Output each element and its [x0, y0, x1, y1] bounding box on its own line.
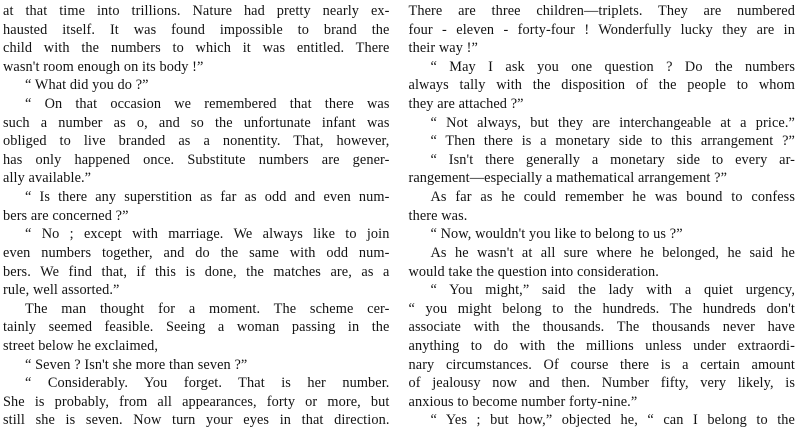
- right-page-column: [409, 2, 796, 431]
- text-line: of jealousy now and then. Number fifty, very likely, is: [408, 375, 795, 392]
- text-line: “ Yes ; but how,” objected he, “ can I belong to the: [430, 412, 795, 429]
- text-line: has only happened once. Substitute numbers are gener-: [3, 151, 390, 168]
- text-line: wasn't room enough on its body !”: [3, 58, 204, 75]
- left-page-column: [3, 2, 390, 431]
- text-line: “ Seven ? Isn't she more than seven ?”: [25, 356, 248, 373]
- text-line: their way !”: [408, 40, 478, 57]
- text-line: associate with the thousands. The thousands never have: [408, 319, 795, 336]
- text-line: “ Not always, but they are interchangeable at a price.”: [430, 114, 795, 131]
- text-line: always tally with the disposition of the people to whom: [408, 77, 795, 94]
- text-line: “ On that occasion we remembered that there was: [25, 96, 390, 113]
- text-line: “ Is there any superstition as far as odd and even num-: [25, 189, 390, 206]
- text-line: anything to do with the millions unless under extraordi-: [408, 337, 795, 354]
- text-line: would take the question into consideration.: [408, 263, 659, 280]
- text-line: even numbers together, and do the same with odd num-: [3, 244, 390, 261]
- text-line: anxious to become number forty-nine.”: [408, 393, 638, 410]
- text-line: ally available.”: [3, 170, 92, 187]
- text-line: obliged to live branded as a nonentity. That, however,: [3, 133, 390, 150]
- text-line: “ Isn't there generally a monetary side to every ar-: [430, 151, 795, 168]
- text-line: nary circumstances. Of course there is a certain amount: [408, 356, 795, 373]
- text-line: “ Then there is a monetary side to this arrangement ?”: [430, 133, 795, 150]
- text-line: four - eleven - forty-four ! Wonderfully lucky they are in: [408, 21, 795, 38]
- text-line: street below he exclaimed,: [3, 337, 159, 354]
- text-line: child with the numbers to which it was entitled. There: [3, 40, 390, 57]
- text-line: bers are concerned ?”: [3, 207, 129, 224]
- text-line: “ You might,” said the lady with a quiet urgency,: [430, 282, 795, 299]
- text-line: The man thought for a moment. The scheme cer-: [25, 300, 390, 317]
- text-line: “ What did you do ?”: [25, 77, 149, 94]
- text-line: rangement—especially a mathematical arrangement ?”: [408, 170, 728, 187]
- text-line: still she is seven. Now turn your eyes in that direction.: [3, 412, 390, 429]
- text-line: There are three children—triplets. They are numbered: [408, 3, 795, 19]
- text-line: they are attached ?”: [408, 96, 524, 113]
- text-line: there was.: [408, 207, 468, 224]
- text-line: As far as he could remember he was bound to confess: [430, 189, 795, 206]
- text-line: rule, well assorted.”: [3, 282, 120, 299]
- text-line: at that time into trillions. Nature had pretty nearly ex-: [3, 3, 390, 19]
- text-line: As he wasn't at all sure where he belonged, he said he: [430, 244, 795, 261]
- text-line: tainly seemed feasible. Seeing a woman passing in the: [3, 319, 390, 336]
- text-line: “ No ; except with marriage. We always like to join: [25, 226, 390, 243]
- text-line: “ Considerably. You forget. That is her number.: [25, 375, 390, 392]
- text-line: “ May I ask you one question ? Do the numbers: [430, 58, 795, 75]
- text-line: such a number as o, and so the unfortunate infant was: [3, 114, 390, 131]
- text-line: bers. We find that, if this is done, the matches are, as a: [3, 263, 390, 280]
- text-line: hausted itself. It was found impossible to brand the: [3, 21, 390, 38]
- text-line: “ Now, wouldn't you like to belong to us ?”: [430, 226, 683, 243]
- text-line: “ you might belong to the hundreds. The hundreds don't: [408, 300, 795, 317]
- text-line: She is probably, from all appearances, forty or more, but: [3, 393, 390, 410]
